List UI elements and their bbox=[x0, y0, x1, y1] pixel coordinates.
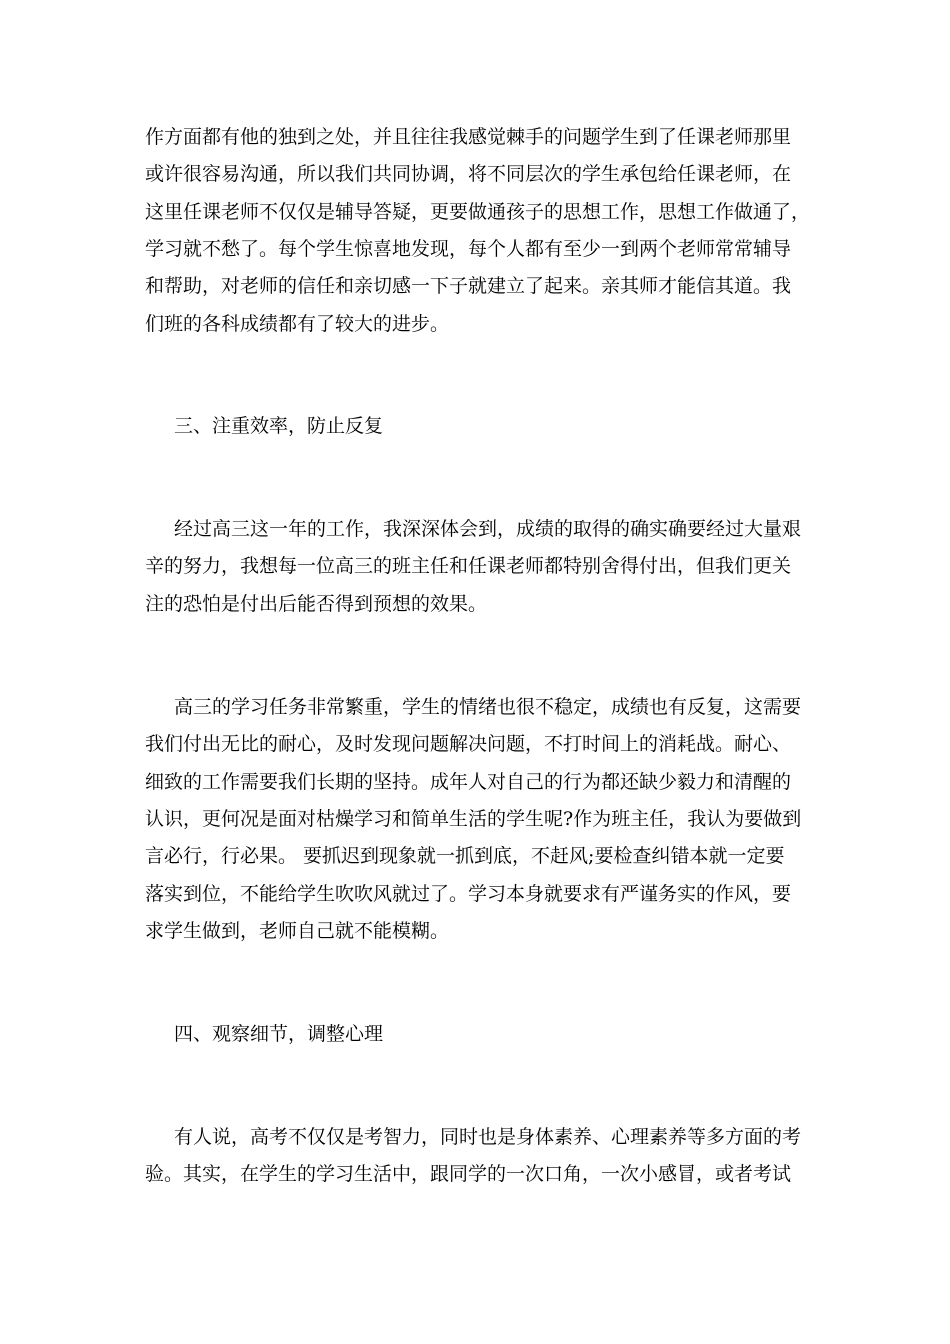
text-line: 求学生做到，老师自己就不能模糊。 bbox=[145, 920, 450, 942]
text-line: 作方面都有他的独到之处，并且往往我感觉棘手的问题学生到了任课老师那里 bbox=[145, 126, 792, 148]
text-line: 高三的学习任务非常繁重，学生的情绪也很不稳定，成绩也有反复，这需要 bbox=[174, 696, 802, 718]
text-line: 辛的努力，我想每一位高三的班主任和任课老师都特别舍得付出，但我们更关 bbox=[145, 555, 792, 577]
text-line: 落实到位，不能给学生吹吹风就过了。学习本身就要求有严谨务实的作风，要 bbox=[145, 883, 792, 905]
text-line: 们班的各科成绩都有了较大的进步。 bbox=[145, 313, 450, 335]
text-line: 有人说，高考不仅仅是考智力，同时也是身体素养、心理素养等多方面的考 bbox=[174, 1126, 802, 1148]
text-line: 细致的工作需要我们长期的坚持。成年人对自己的行为都还缺少毅力和清醒的 bbox=[145, 771, 792, 793]
text-line: 认识，更何况是面对枯燥学习和简单生活的学生呢?作为班主任，我认为要做到 bbox=[145, 808, 802, 830]
text-line: 学习就不愁了。每个学生惊喜地发现，每个人都有至少一到两个老师常常辅导 bbox=[145, 238, 792, 260]
section-heading-3: 三、注重效率，防止反复 bbox=[174, 415, 384, 437]
text-line: 注的恐怕是付出后能否得到预想的效果。 bbox=[145, 593, 488, 615]
text-line: 或许很容易沟通，所以我们共同协调，将不同层次的学生承包给任课老师，在 bbox=[145, 163, 792, 185]
text-line: 和帮助，对老师的信任和亲切感一下子就建立了起来。亲其师才能信其道。我 bbox=[145, 275, 792, 297]
text-line: 我们付出无比的耐心，及时发现问题解决问题，不打时间上的消耗战。耐心、 bbox=[145, 733, 792, 755]
text-line: 经过高三这一年的工作，我深深体会到，成绩的取得的确实确要经过大量艰 bbox=[174, 518, 802, 540]
text-line: 验。其实，在学生的学习生活中，跟同学的一次口角，一次小感冒，或者考试 bbox=[145, 1163, 792, 1185]
text-line: 言必行，行必果。 要抓迟到现象就一抓到底，不赶风;要检查纠错本就一定要 bbox=[145, 845, 785, 867]
section-heading-4: 四、观察细节，调整心理 bbox=[174, 1023, 384, 1045]
text-line: 这里任课老师不仅仅是辅导答疑，更要做通孩子的思想工作，思想工作做通了， bbox=[145, 201, 811, 223]
